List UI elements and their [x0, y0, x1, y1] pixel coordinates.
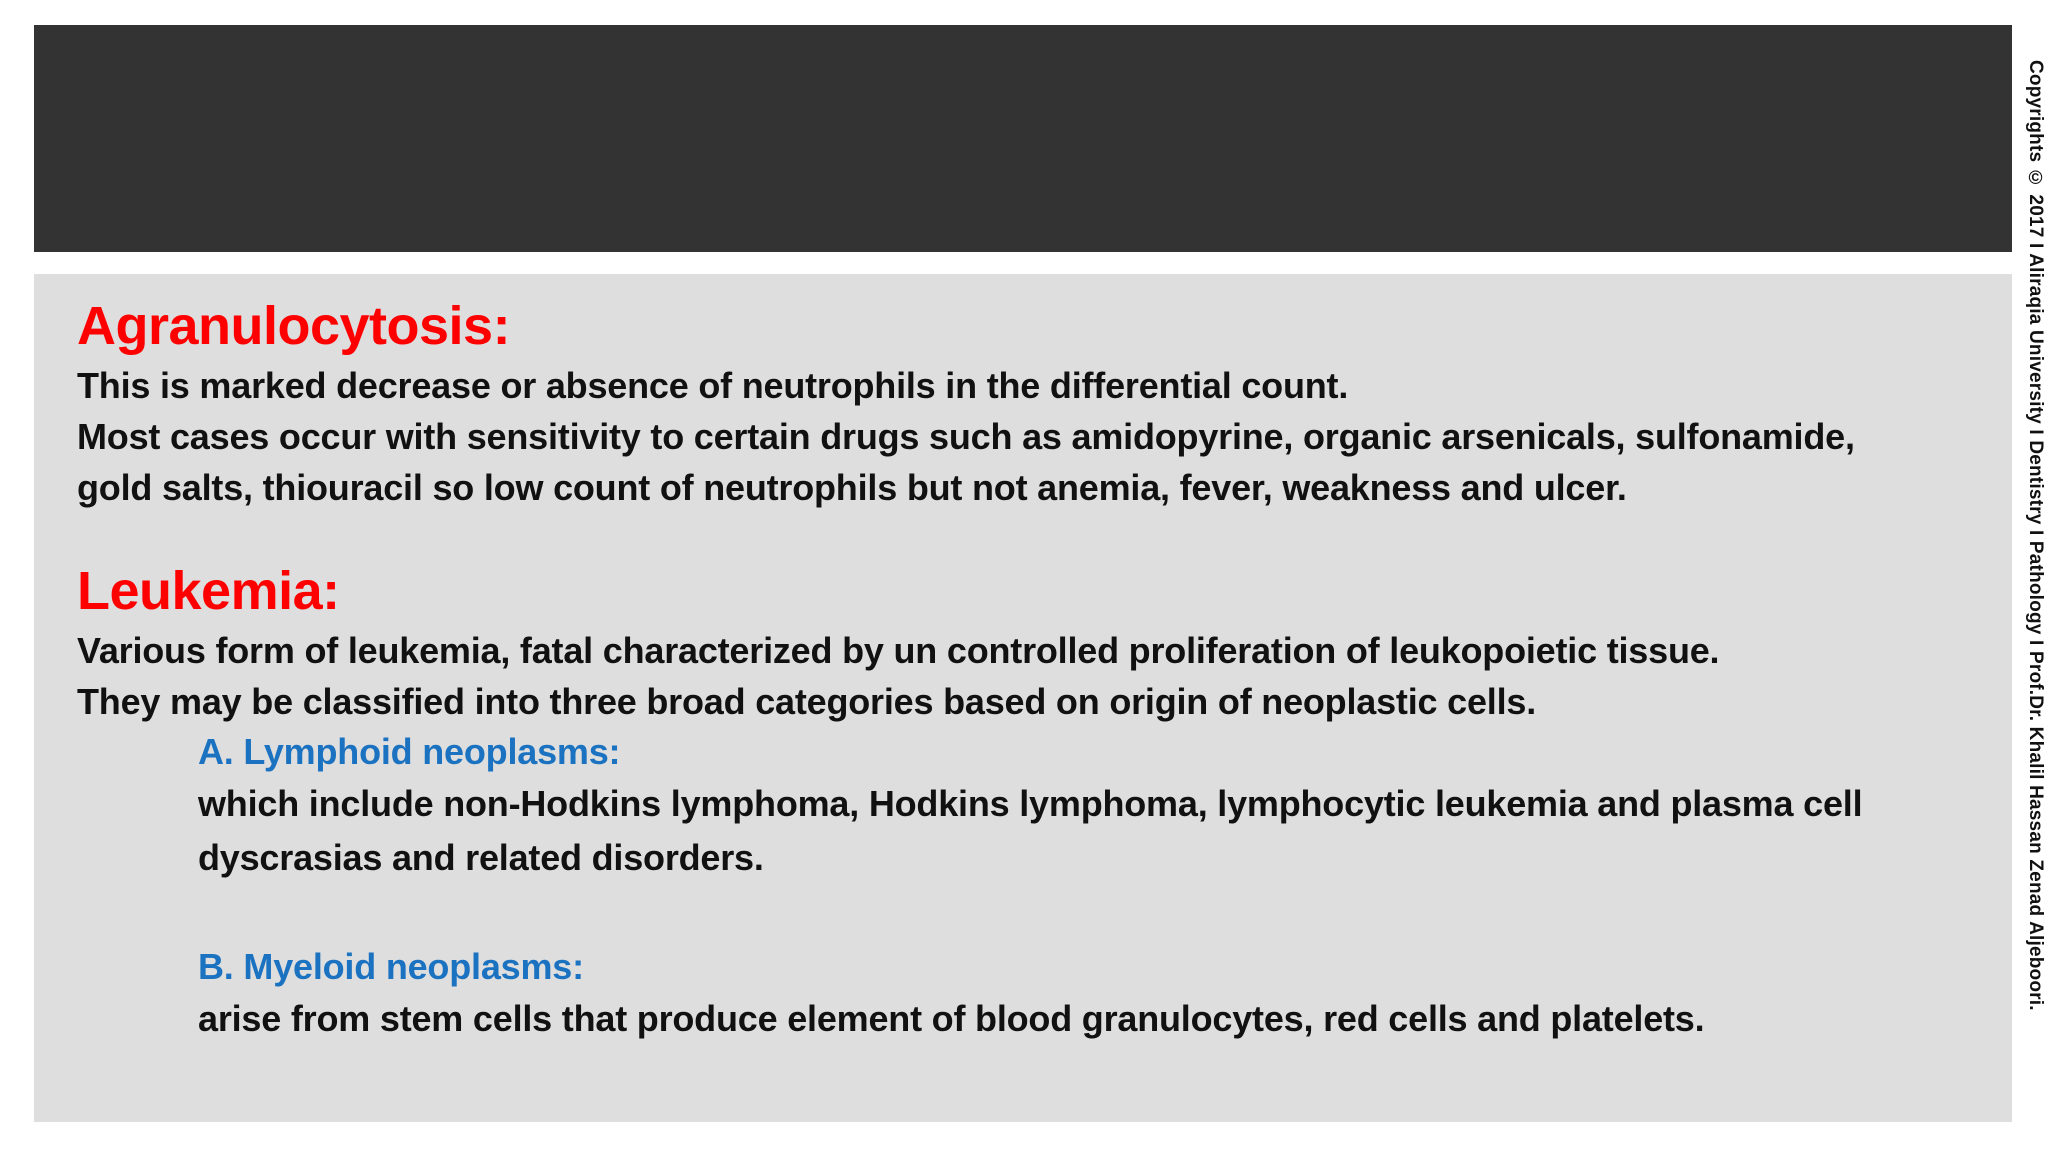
leukemia-heading: Leukemia:: [77, 561, 340, 621]
myeloid-neoplasms-heading: B. Myeloid neoplasms:: [198, 946, 584, 987]
myeloid-neoplasms-line-1: arise from stem cells that produce element of blood granulocytes, red cells and platelets.: [198, 998, 1705, 1039]
title-band: [34, 25, 2012, 252]
agranulocytosis-heading: Agranulocytosis:: [77, 296, 511, 356]
agranulocytosis-line-2: Most cases occur with sensitivity to certain drugs such as amidopyrine, organic arsenicals, sulfonamide,: [77, 416, 1855, 457]
section-gap: [77, 513, 1977, 557]
agranulocytosis-line-3: gold salts, thiouracil so low count of neutrophils but not anemia, fever, weakness and ulcer.: [77, 467, 1627, 508]
category-gap: [77, 885, 1977, 942]
copyright-notice: Copyrights © 2017 I Aliraqia University I Dentistry I Pathology I Prof.Dr. Khalil Hassan Zenad Aljeboori.: [2025, 60, 2046, 1011]
lymphoid-neoplasms-line-2: dyscrasias and related disorders.: [198, 837, 764, 878]
lymphoid-neoplasms-heading: A. Lymphoid neoplasms:: [198, 731, 621, 772]
leukemia-line-1: Various form of leukemia, fatal characterized by un controlled proliferation of leukopoietic tissue.: [77, 630, 1720, 671]
slide-content: [77, 292, 1977, 1046]
leukemia-line-2: They may be classified into three broad categories based on origin of neoplastic cells.: [77, 681, 1537, 722]
agranulocytosis-line-1: This is marked decrease or absence of neutrophils in the differential count.: [77, 365, 1349, 406]
lymphoid-neoplasms-line-1: which include non-Hodkins lymphoma, Hodkins lymphoma, lymphocytic leukemia and plasma cell: [198, 783, 1863, 824]
